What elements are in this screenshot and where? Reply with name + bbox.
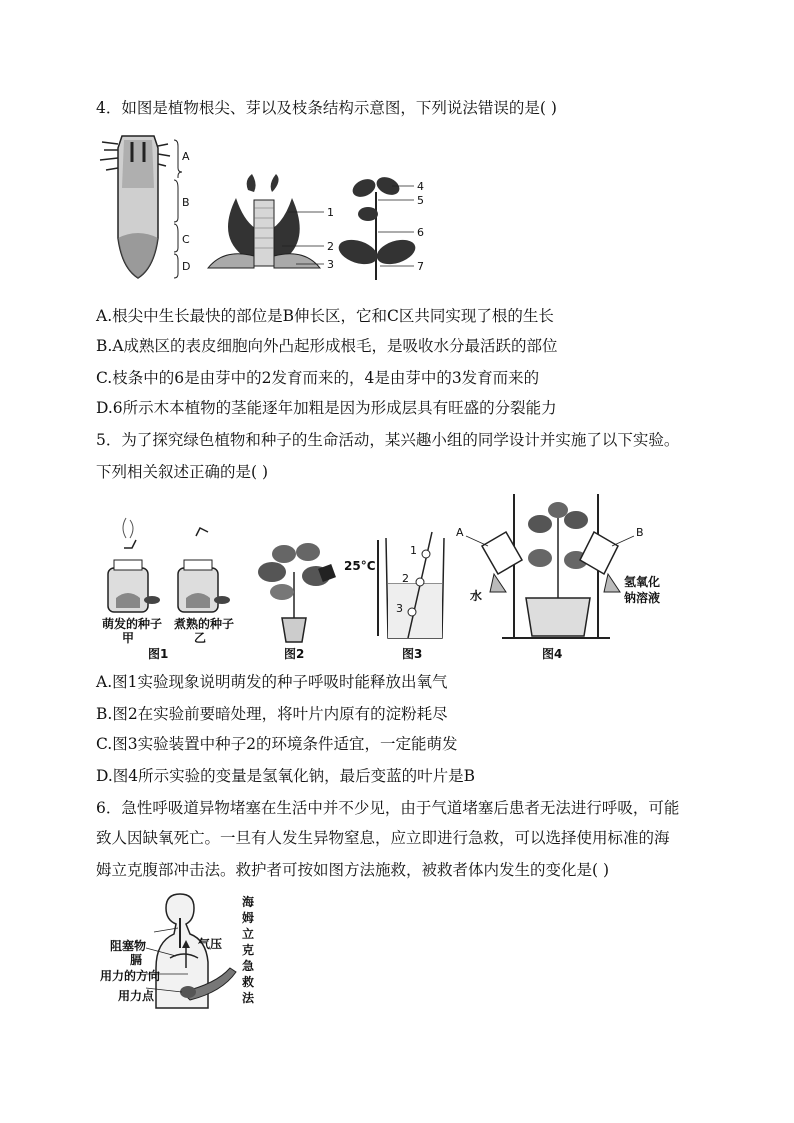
vertical-title-char: 救	[242, 975, 255, 989]
label-A: A	[182, 150, 190, 163]
naoh-label-line1: 氢氧化	[624, 575, 661, 589]
bottle-B-label: B	[636, 526, 644, 539]
figure-1-caption: 图1	[148, 647, 169, 661]
q5-option-a: A.图1实验现象说明萌发的种子呼吸时能释放出氧气	[96, 673, 448, 691]
q4-option-d: D.6所示木本植物的茎能逐年加粗是因为形成层具有旺盛的分裂能力	[96, 399, 557, 417]
label-C: C	[182, 233, 190, 246]
seed-jar-left-label: 萌发的种子	[102, 617, 163, 631]
seed-1-label: 1	[410, 544, 417, 557]
label-1: 1	[327, 206, 334, 219]
figure-2-caption: 图2	[284, 647, 305, 661]
figure-4-plant-bottles	[456, 494, 660, 661]
q6-stem-line1: 6．急性呼吸道异物堵塞在生活中并不少见，由于气道堵塞后患者无法进行呼吸，可能	[96, 799, 680, 817]
q6-heimlich-figure	[96, 888, 266, 1013]
q5-figure	[96, 488, 676, 663]
label-B: B	[182, 196, 190, 209]
vertical-title-char: 立	[242, 927, 255, 941]
vertical-title-char: 克	[242, 943, 255, 957]
figure-3-caption: 图3	[402, 647, 423, 661]
q4-option-c: C.枝条中的6是由芽中的2发育而来的，4是由芽中的3发育而来的	[96, 369, 540, 387]
root-tip-diagram	[100, 136, 190, 278]
q4-option-a: A.根尖中生长最快的部位是B伸长区，它和C区共同实现了根的生长	[96, 307, 554, 325]
force-direction-label: 用力的方向	[100, 969, 161, 983]
diaphragm-label: 膈	[130, 953, 143, 967]
vertical-title	[242, 894, 255, 1005]
label-2: 2	[327, 240, 334, 253]
bottle-A-label: A	[456, 526, 464, 539]
q6-stem-line2: 致人因缺氧死亡。一旦有人发生异物窒息，应立即进行急救，可以选择使用标准的海	[96, 829, 670, 847]
q4-stem: 4．如图是植物根尖、芽以及枝条结构示意图，下列说法错误的是( )	[96, 99, 557, 117]
q5-stem-line1: 5．为了探究绿色植物和种子的生命活动，某兴趣小组的同学设计并实施了以下实验。	[96, 431, 680, 449]
vertical-title-char: 急	[242, 959, 255, 973]
figure-4-caption: 图4	[542, 647, 563, 661]
q5-option-d: D.图4所示实验的变量是氢氧化钠，最后变蓝的叶片是B	[96, 767, 476, 785]
q4-figure	[96, 128, 441, 288]
naoh-label-line2: 钠溶液	[624, 591, 661, 605]
temperature-label: 25°C	[344, 559, 376, 573]
seed-2-label: 2	[402, 572, 409, 585]
figure-2-potted-plant	[258, 543, 336, 661]
bud-diagram	[208, 174, 334, 271]
q4-option-b: B.A成熟区的表皮细胞向外凸起形成根毛，是吸收水分最活跃的部位	[96, 337, 558, 355]
seed-jar-right-label: 煮熟的种子	[174, 617, 235, 631]
branch-diagram	[336, 174, 424, 280]
water-label: 水	[470, 589, 483, 603]
label-7: 7	[417, 260, 424, 273]
obstruction-label: 阻塞物	[110, 939, 147, 953]
label-4: 4	[417, 180, 424, 193]
label-D: D	[182, 260, 191, 273]
q5-option-b: B.图2在实验前要暗处理，将叶片内原有的淀粉耗尽	[96, 705, 448, 723]
figure-1-seed-jars	[102, 518, 234, 661]
label-6: 6	[417, 226, 424, 239]
vertical-title-char: 法	[242, 991, 255, 1005]
q5-stem-line2: 下列相关叙述正确的是( )	[96, 463, 269, 481]
vertical-title-char: 海	[242, 895, 255, 909]
label-3: 3	[327, 258, 334, 271]
vertical-title-char: 姆	[242, 911, 255, 925]
figure-3-beaker	[344, 532, 444, 661]
seed-jar-left-sub: 甲	[122, 631, 135, 645]
seed-3-label: 3	[396, 602, 403, 615]
q5-option-c: C.图3实验装置中种子2的环境条件适宜，一定能萌发	[96, 735, 458, 753]
seed-jar-right-sub: 乙	[194, 631, 207, 645]
label-5: 5	[417, 194, 424, 207]
pressure-label: 气压	[198, 937, 223, 951]
q6-stem-line3: 姆立克腹部冲击法。救护者可按如图方法施救，被救者体内发生的变化是( )	[96, 861, 610, 879]
force-point-label: 用力点	[118, 989, 155, 1003]
